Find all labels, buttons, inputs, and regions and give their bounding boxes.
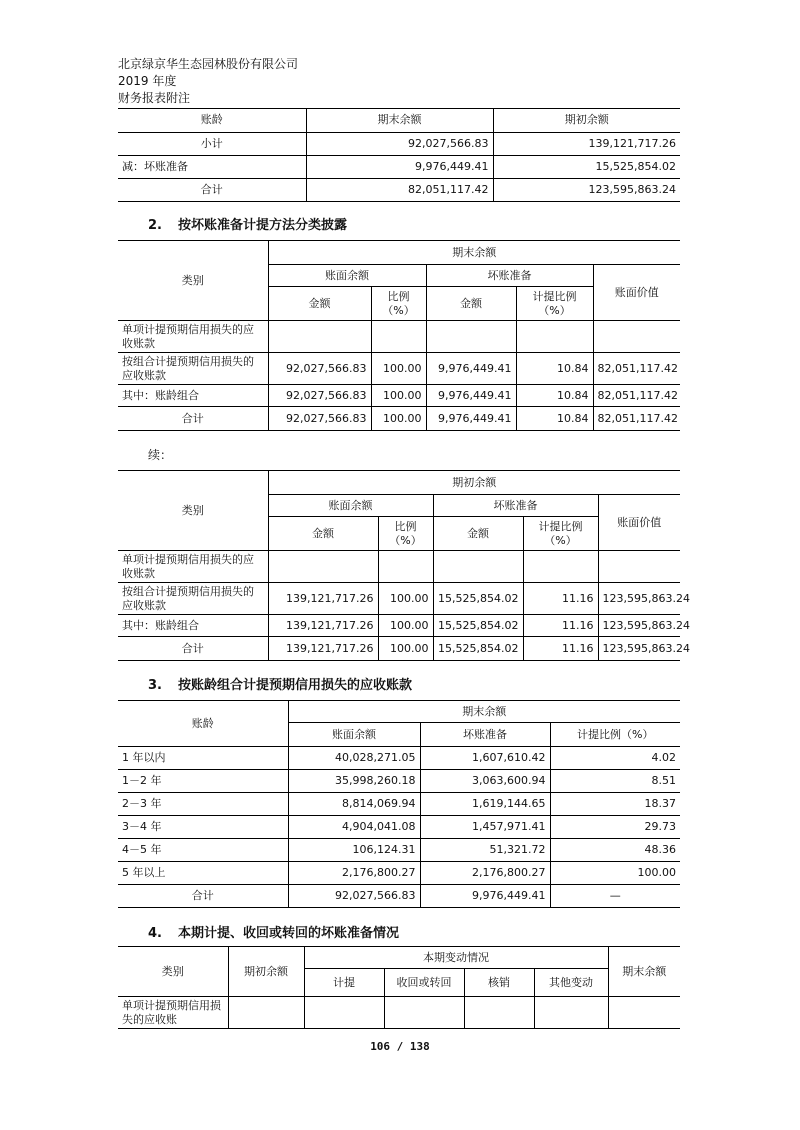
table-row [118,839,680,862]
header-bad-debt: 坏账准备 [433,495,598,517]
cell-book-value [593,321,680,353]
row-label: 1－2 年 [118,770,288,793]
cell-bad-debt [426,321,516,353]
cell-ratio [378,551,433,583]
cell-bad-debt [433,551,523,583]
cell-provision-ratio: 10.84 [516,353,593,385]
table-header-row [118,108,680,132]
document-header [118,56,298,107]
row-label: 2－3 年 [118,793,288,816]
doc-title: 财务报表附注 [118,91,191,105]
cell-bad-debt: 9,976,449.41 [426,353,516,385]
cell-bad-debt: 9,976,449.41 [426,385,516,407]
header-provision-ratio: 计提比例（%） [516,287,593,321]
cell-book: 92,027,566.83 [288,885,420,908]
header-cell: 期末余额 [306,108,493,132]
header-category: 类别 [118,947,228,997]
cell-end: 82,051,117.42 [306,178,493,201]
header-provision: 计提 [304,969,384,997]
header-bad-debt: 坏账准备 [420,723,550,747]
cell-book-value: 123,595,863.24 [598,637,680,661]
row-label: 按组合计提预期信用损失的应收账款 [118,583,268,615]
table-cell [464,997,534,1029]
row-label: 单项计提预期信用损失的应收账款 [118,551,268,583]
header-amount: 金额 [426,287,516,321]
row-label: 5 年以上 [118,862,288,885]
table-row [118,793,680,816]
company-name: 北京绿京华生态园林股份有限公司 [118,57,299,71]
table-cell [608,997,680,1029]
header-amount: 金额 [433,517,523,551]
section-4-title: 4. 本期计提、收回或转回的坏账准备情况 [148,926,400,941]
header-cell: 期初余额 [493,108,680,132]
table-row [118,747,680,770]
cell-ratio: 100.00 [371,353,426,385]
header-category: 类别 [118,471,268,551]
header-begin-balance: 期初余额 [228,947,304,997]
table-cell [384,997,464,1029]
cell-book: 40,028,271.05 [288,747,420,770]
aging-portfolio-table [118,700,680,908]
table-row [118,132,680,155]
header-provision-ratio: 计提比例（%） [523,517,598,551]
cell-begin: 139,121,717.26 [493,132,680,155]
header-recovery: 收回或转回 [384,969,464,997]
cell-ratio: 100.00 [371,407,426,431]
page-number: 106 / 138 [370,1040,430,1053]
cell-provision-ratio: 10.84 [516,385,593,407]
cell-ratio: 100.00 [371,385,426,407]
row-label: 其中：账龄组合 [118,385,268,407]
cell-book: 8,814,069.94 [288,793,420,816]
table-row [118,637,680,661]
table-row [118,178,680,201]
report-year: 2019 年度 [118,74,177,88]
header-book-value: 账面价值 [593,265,680,321]
header-cell: 账龄 [118,108,306,132]
cell-ratio: 100.00 [378,615,433,637]
cell-amount [268,551,378,583]
table-row [118,885,680,908]
header-period-begin: 期初余额 [268,471,680,495]
table-row [118,770,680,793]
cell-ratio: 100.00 [378,583,433,615]
aging-summary-table [118,108,680,202]
cell-amount: 139,121,717.26 [268,583,378,615]
table-cell [304,997,384,1029]
table-row [118,583,680,615]
cell-bad-debt: 1,619,144.65 [420,793,550,816]
table-row [118,997,680,1029]
row-label: 其中：账龄组合 [118,615,268,637]
header-other-change: 其他变动 [534,969,608,997]
cell-bad-debt: 9,976,449.41 [426,407,516,431]
header-age: 账龄 [118,701,288,747]
row-label: 减：坏账准备 [118,155,306,178]
cell-ratio: 100.00 [378,637,433,661]
table-row [118,321,680,353]
table-cell [534,997,608,1029]
header-write-off: 核销 [464,969,534,997]
cell-bad-debt: 15,525,854.02 [433,637,523,661]
row-label: 合计 [118,178,306,201]
cell-ratio: 4.02 [550,747,680,770]
cell-begin: 123,595,863.24 [493,178,680,201]
table-row [118,385,680,407]
cell-provision-ratio: 11.16 [523,583,598,615]
header-book-balance: 账面余额 [268,495,433,517]
cell-amount: 92,027,566.83 [268,407,371,431]
cell-end: 92,027,566.83 [306,132,493,155]
cell-book: 2,176,800.27 [288,862,420,885]
row-label: 合计 [118,637,268,661]
continued-label: 续： [148,448,173,462]
cell-provision-ratio: 11.16 [523,615,598,637]
row-label: 小计 [118,132,306,155]
cell-bad-debt: 15,525,854.02 [433,615,523,637]
table-row [118,407,680,431]
cell-book-value [598,551,680,583]
cell-ratio [371,321,426,353]
cell-bad-debt: 3,063,600.94 [420,770,550,793]
table-row [118,615,680,637]
section-2-title: 2. 按坏账准备计提方法分类披露 [148,218,348,233]
header-end-balance: 期末余额 [608,947,680,997]
cell-ratio: 18.37 [550,793,680,816]
header-amount: 金额 [268,517,378,551]
header-period-end: 期末余额 [268,241,680,265]
cell-book: 4,904,041.08 [288,816,420,839]
header-book-balance: 账面余额 [288,723,420,747]
row-label: 单项计提预期信用损失的应收账 [118,997,228,1029]
table-row [118,353,680,385]
table-row [118,551,680,583]
table-row [118,816,680,839]
row-label: 合计 [118,885,288,908]
cell-amount: 92,027,566.83 [268,353,371,385]
header-amount: 金额 [268,287,371,321]
cell-ratio: — [550,885,680,908]
header-ratio: 比例（%） [378,517,433,551]
section-3-title: 3. 按账龄组合计提预期信用损失的应收账款 [148,678,413,693]
cell-begin: 15,525,854.02 [493,155,680,178]
cell-amount [268,321,371,353]
row-label: 3－4 年 [118,816,288,839]
cell-amount: 139,121,717.26 [268,615,378,637]
cell-book: 106,124.31 [288,839,420,862]
cell-amount: 139,121,717.26 [268,637,378,661]
row-label: 单项计提预期信用损失的应收账款 [118,321,268,353]
cell-book-value: 82,051,117.42 [593,407,680,431]
cell-book-value: 82,051,117.42 [593,353,680,385]
cell-amount: 92,027,566.83 [268,385,371,407]
cell-book-value: 123,595,863.24 [598,615,680,637]
table-row [118,862,680,885]
cell-provision-ratio [523,551,598,583]
cell-bad-debt: 1,457,971.41 [420,816,550,839]
cell-provision-ratio [516,321,593,353]
cell-book-value: 123,595,863.24 [598,583,680,615]
row-label: 合计 [118,407,268,431]
header-period-change: 本期变动情况 [304,947,608,969]
cell-provision-ratio: 11.16 [523,637,598,661]
header-period-end: 期末余额 [288,701,680,723]
cell-ratio: 8.51 [550,770,680,793]
cell-bad-debt: 1,607,610.42 [420,747,550,770]
cell-bad-debt: 15,525,854.02 [433,583,523,615]
header-category: 类别 [118,241,268,321]
classification-table-end [118,240,680,431]
cell-provision-ratio: 10.84 [516,407,593,431]
bad-debt-changes-table [118,946,680,1029]
header-provision-ratio: 计提比例（%） [550,723,680,747]
classification-table-begin [118,470,690,661]
cell-bad-debt: 2,176,800.27 [420,862,550,885]
cell-ratio: 29.73 [550,816,680,839]
row-label: 1 年以内 [118,747,288,770]
table-cell [228,997,304,1029]
header-ratio: 比例（%） [371,287,426,321]
cell-end: 9,976,449.41 [306,155,493,178]
row-label: 按组合计提预期信用损失的应收账款 [118,353,268,385]
header-bad-debt: 坏账准备 [426,265,593,287]
cell-bad-debt: 51,321.72 [420,839,550,862]
cell-book-value: 82,051,117.42 [593,385,680,407]
table-row [118,155,680,178]
cell-ratio: 100.00 [550,862,680,885]
cell-ratio: 48.36 [550,839,680,862]
row-label: 4－5 年 [118,839,288,862]
header-book-value: 账面价值 [598,495,680,551]
header-book-balance: 账面余额 [268,265,426,287]
cell-bad-debt: 9,976,449.41 [420,885,550,908]
cell-book: 35,998,260.18 [288,770,420,793]
